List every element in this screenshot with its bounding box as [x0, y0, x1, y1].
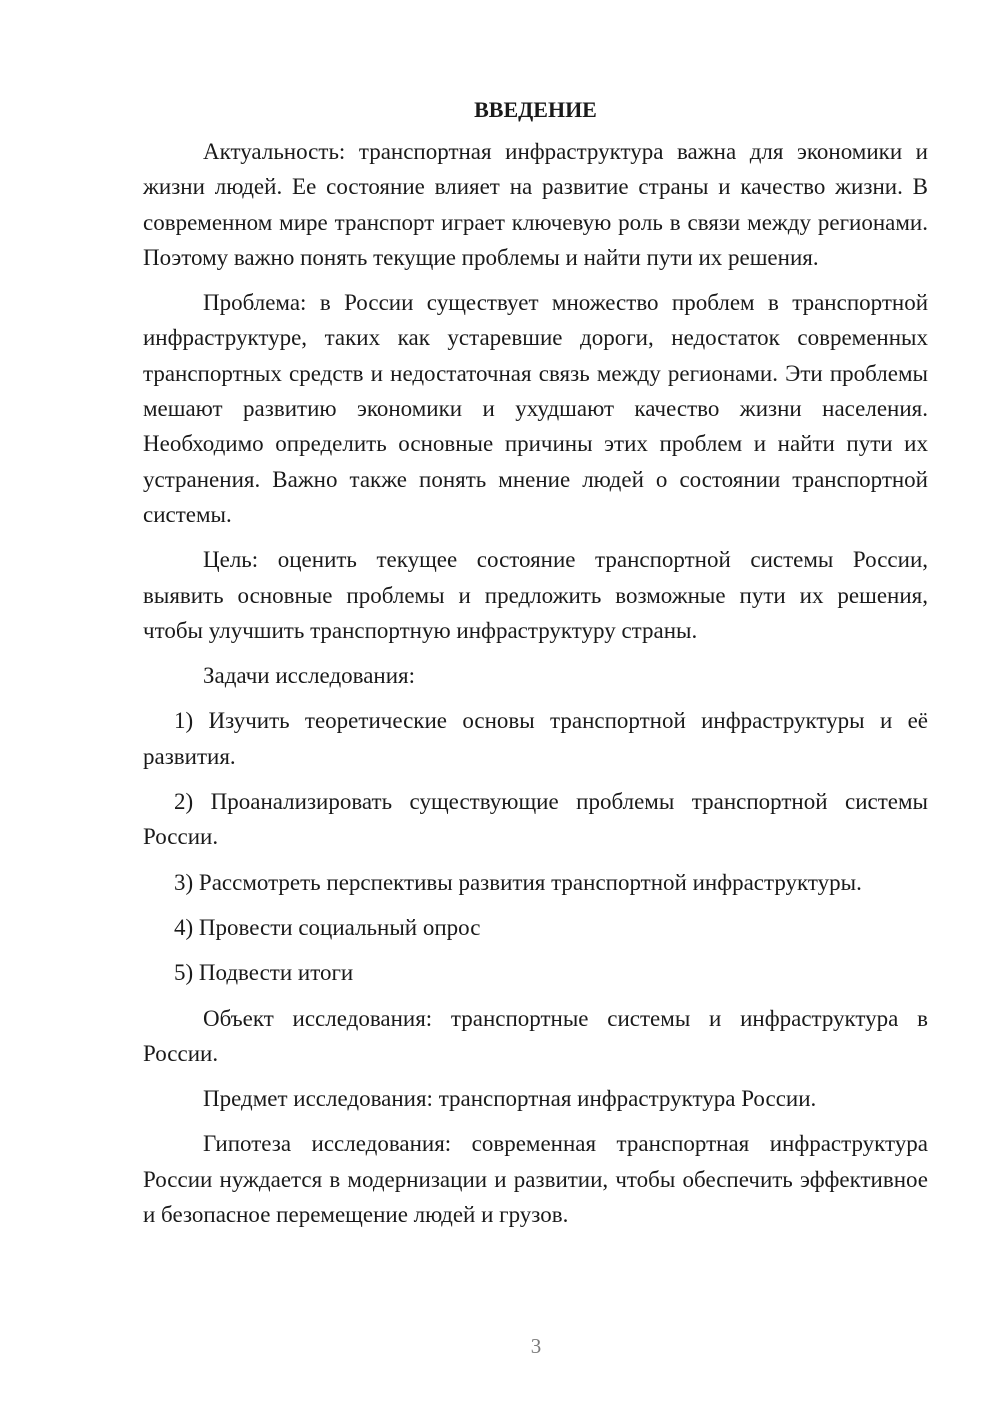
task-item-4: 4) Провести социальный опрос — [174, 914, 481, 940]
task-item-3: 3) Рассмотреть перспективы развития транспортной инфраструктуры. — [174, 869, 862, 895]
tasks-heading: Задачи исследования: — [203, 663, 416, 689]
page-content — [143, 95, 928, 1242]
relevance-paragraph: Актуальность: транспортная инфраструктура важна для экономики и жизни людей. Ее состояние влияет на развитие страны и качество жизни. В современном мире транспорт играет ключевую роль в связи между регионами. Поэтому важно понять текущие проблемы и найти пути их решения. — [143, 139, 928, 270]
subject-paragraph: Предмет исследования: транспортная инфраструктура России. — [203, 1086, 817, 1112]
page-number: 3 — [530, 1334, 542, 1358]
hypothesis-paragraph: Гипотеза исследования: современная транспортная инфраструктура России нуждается в модернизации и развитии, чтобы обеспечить эффективное и безопасное перемещение людей и грузов. — [143, 1131, 928, 1228]
task-item-1: 1) Изучить теоретические основы транспортной инфраструктуры и её развития. — [143, 708, 928, 769]
object-paragraph: Объект исследования: транспортные системы и инфраструктура в России. — [143, 1005, 928, 1066]
task-item-2: 2) Проанализировать существующие проблемы транспортной системы России. — [143, 789, 928, 850]
goal-paragraph: Цель: оценить текущее состояние транспортной системы России, выявить основные проблемы и предложить возможные пути их решения, чтобы улучшить транспортную инфраструктуру страны. — [143, 547, 928, 643]
section-heading: ВВЕДЕНИЕ — [474, 97, 597, 122]
problem-paragraph: Проблема: в России существует множество проблем в транспортной инфраструктуре, таких как устаревшие дороги, недостаток современных транспортных средств и недостаточная связь между регионами. Эти проблемы мешают развитию экономики и ухудшают качество жизни населения. Необходимо определить основные причины этих проблем и найти пути их устранения. Важно также понять мнение людей о состоянии транспортной системы. — [143, 290, 928, 527]
task-item-5: 5) Подвести итоги — [174, 960, 354, 986]
